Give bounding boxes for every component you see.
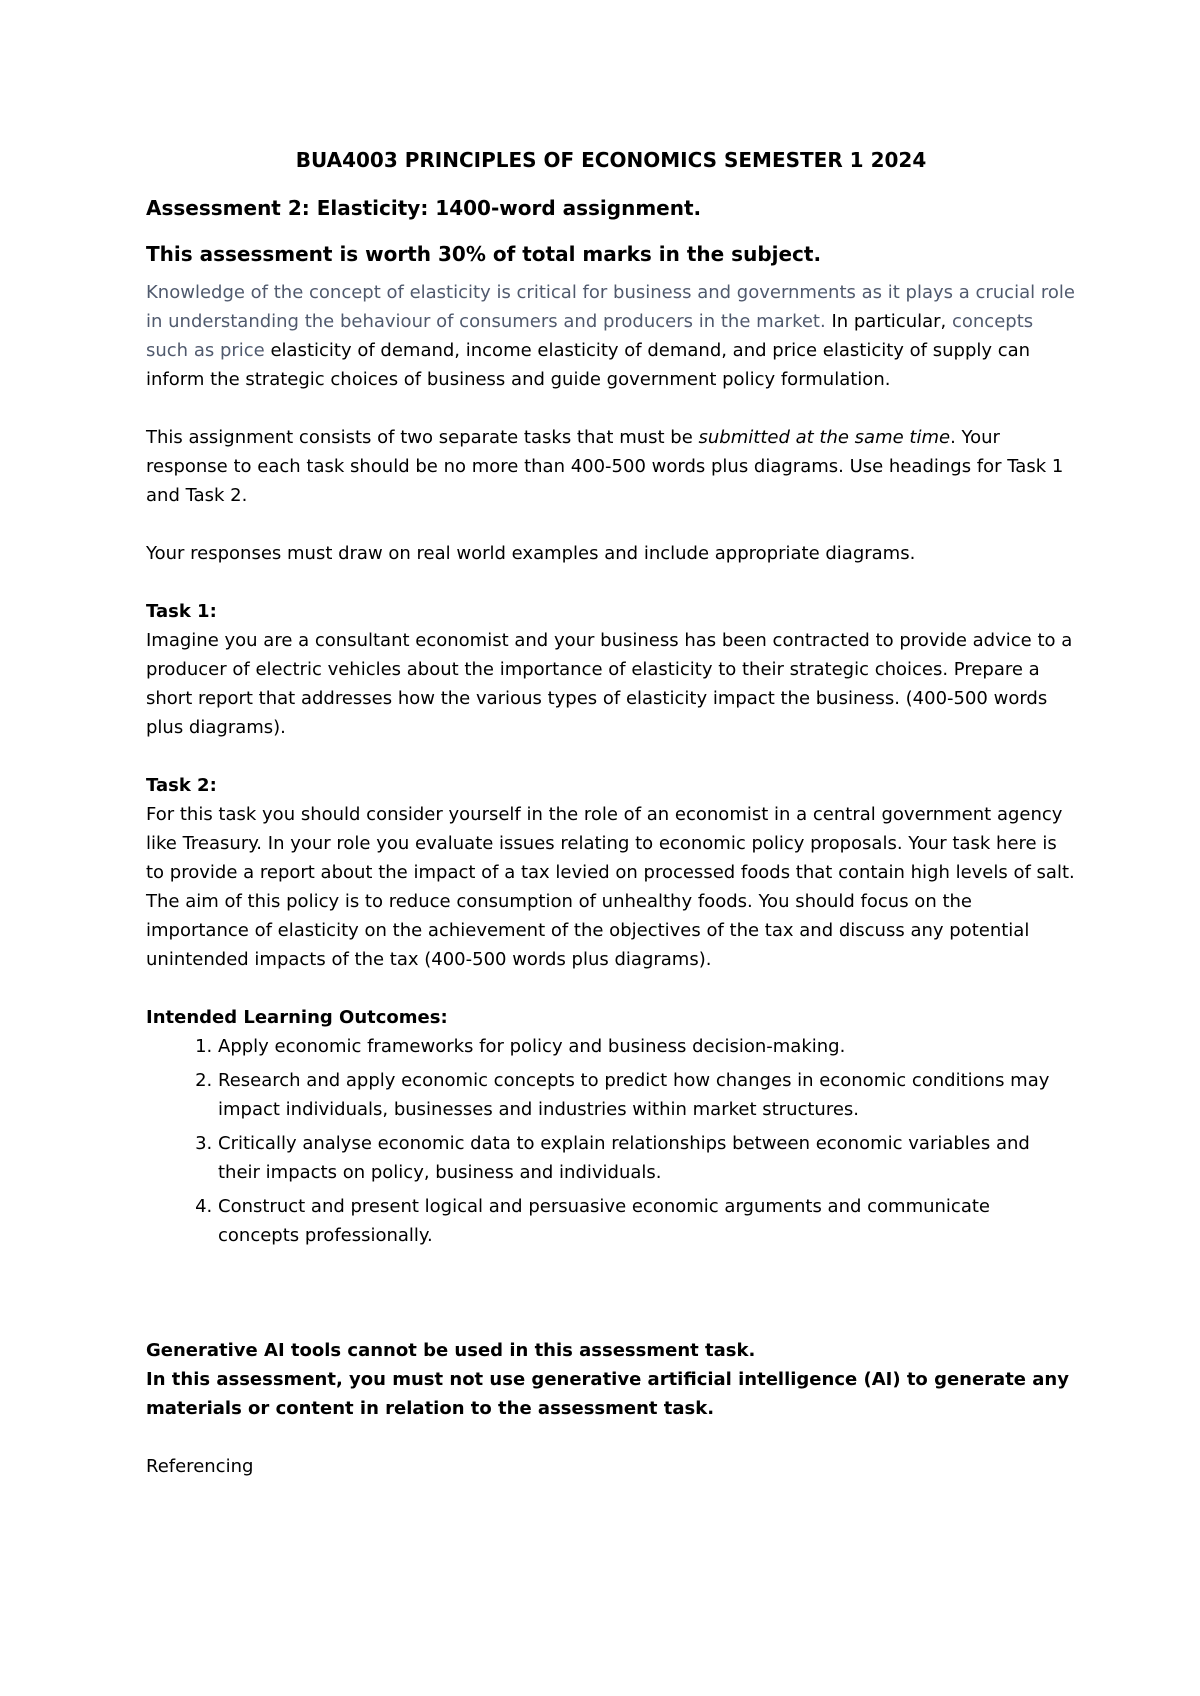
ai-notice-line1: Generative AI tools cannot be used in this assessment task.: [146, 1340, 756, 1361]
task1-heading: Task 1:: [146, 601, 217, 622]
tasks-instructions-emphasis: submitted at the same time: [698, 427, 951, 448]
ai-notice: [146, 1336, 1076, 1423]
learning-outcomes-heading: Intended Learning Outcomes:: [146, 1007, 448, 1028]
task2-body: For this task you should consider yourself in the role of an economist in a central government agency like Treasury. In your role you evaluate issues relating to economic policy proposals. Your task here is to provide a report about the impact of a tax levied on processed foods that contain high levels of salt. The aim of this policy is to reduce consumption of unhealthy foods. You should focus on the importance of elasticity on the achievement of the objectives of the tax and discuss any potential unintended impacts of the tax (400-500 words plus diagrams).: [146, 804, 1075, 970]
intro-text-part1: Knowledge of the concept of elasticity is critical for business and governments as it plays a crucial role in understanding the behaviour of consumers and producers in the market.: [146, 282, 1075, 332]
tasks-instructions-paragraph: [146, 423, 1076, 510]
intro-text-part3: concepts such as price: [146, 311, 1034, 361]
intro-text-part2: In particular,: [825, 311, 952, 332]
learning-outcome-item: 3. Critically analyse economic data to explain relationships between economic variables and their impacts on policy, business and individuals.: [218, 1129, 1076, 1187]
intro-text-part4: elasticity of demand, income elasticity of demand, and price elasticity of supply can inform the strategic choices of business and guide government policy formulation.: [146, 340, 1031, 390]
tasks-instructions-after: . Your response to each task should be no more than 400-500 words plus diagrams. Use headings for Task 1 and Task 2.: [146, 427, 1064, 506]
document-title: BUA4003 PRINCIPLES OF ECONOMICS SEMESTER 1 2024: [295, 148, 927, 172]
intro-paragraph: [146, 278, 1076, 394]
assessment-weight-heading: This assessment is worth 30% of total marks in the subject.: [146, 242, 822, 266]
examples-paragraph: Your responses must draw on real world examples and include appropriate diagrams.: [146, 543, 916, 564]
learning-outcomes-list: [146, 1032, 1076, 1250]
referencing-heading: Referencing: [146, 1456, 254, 1477]
task2-heading: Task 2:: [146, 775, 217, 796]
document-body: [146, 146, 1076, 1481]
learning-outcome-item: 2. Research and apply economic concepts to predict how changes in economic conditions may impact individuals, businesses and industries within market structures.: [218, 1066, 1076, 1124]
learning-outcome-item: 1. Apply economic frameworks for policy and business decision-making.: [218, 1032, 1076, 1061]
learning-outcome-item: 4. Construct and present logical and persuasive economic arguments and communicate concepts professionally.: [218, 1192, 1076, 1250]
ai-notice-line2: In this assessment, you must not use generative artificial intelligence (AI) to generate any materials or content in relation to the assessment task.: [146, 1369, 1069, 1419]
tasks-instructions-before: This assignment consists of two separate tasks that must be: [146, 427, 699, 448]
assessment-heading: Assessment 2: Elasticity: 1400-word assignment.: [146, 196, 702, 220]
task1-body: Imagine you are a consultant economist and your business has been contracted to provide advice to a producer of electric vehicles about the importance of elasticity to their strategic choices. Prepare a short report that addresses how the various types of elasticity impact the business. (400-500 words plus diagrams).: [146, 630, 1073, 738]
